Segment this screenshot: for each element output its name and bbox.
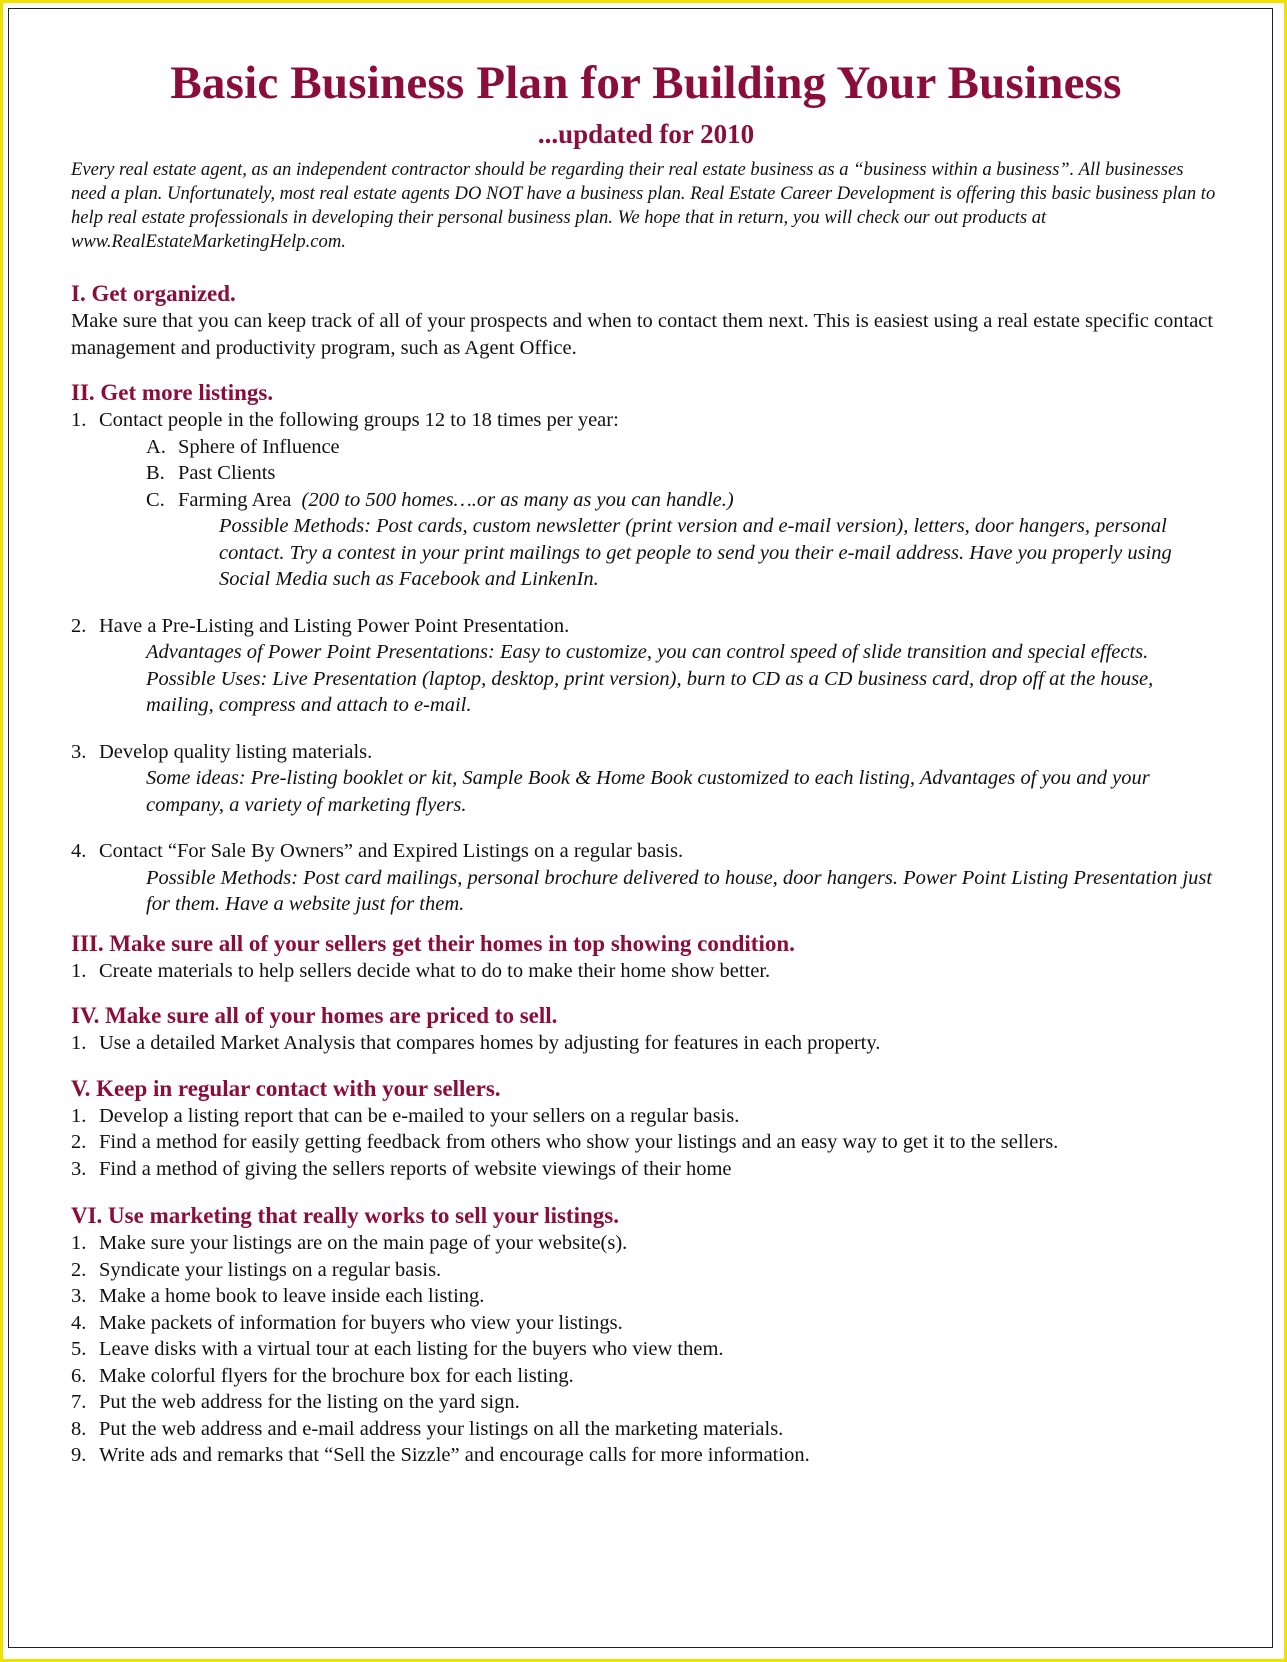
list-item (71, 1103, 1221, 1130)
section-heading: VI. Use marketing that really works to sell your listings. (71, 1203, 619, 1228)
intro-paragraph: Every real estate agent, as an independent contractor should be regarding their real estate business as a “business within a business”. All businesses need a plan. Unfortunately, most real estate agents DO NOT have a business plan. Real Estate Career Development is offering this basic business plan to help real estate professionals in developing their personal business plan. We hope that in return, you will check our out products at www.RealEstateMarketingHelp.com. (71, 159, 1216, 252)
methods-note: Possible Methods: Post card mailings, personal brochure delivered to house, door hangers. Power Point Listing Presentation just for them. Have a website just for them. (146, 866, 1213, 915)
item-text: Make a home book to leave inside each listing. (99, 1285, 485, 1307)
item-text: Contact people in the following groups 12 to 18 times per year: (99, 409, 619, 431)
list-item (71, 838, 1221, 865)
sub-item (71, 434, 1221, 461)
item-number: 5. (71, 1338, 87, 1360)
item-text: Create materials to help sellers decide what to do to make their home show better. (99, 959, 771, 982)
item-number: 4. (71, 1311, 87, 1334)
advantages-note: Advantages of Power Point Presentations: Easy to customize, you can control speed of slide transition and special effects. (146, 641, 1149, 663)
section-heading: II. Get more listings. (71, 380, 274, 405)
item-number: 6. (71, 1364, 87, 1387)
list-item (71, 1257, 1221, 1284)
item-number: 7. (71, 1391, 87, 1413)
section-text: Make sure that you can keep track of all of your prospects and when to contact them next. This is easiest using a real estate specific contact management and productivity program, such as Agent Office. (71, 310, 1214, 359)
item-number: 2. (71, 1131, 87, 1153)
document (71, 48, 1221, 1469)
item-text: Develop a listing report that can be e-mailed to your sellers on a regular basis. (99, 1104, 740, 1127)
item-number: 2. (71, 614, 87, 637)
item-text: Contact “For Sale By Owners” and Expired Listings on a regular basis. (99, 840, 684, 862)
list-item (71, 407, 1221, 434)
list-item (71, 1129, 1221, 1156)
list-item (71, 1416, 1221, 1443)
item-number: 9. (71, 1444, 87, 1466)
item-text: Develop quality listing materials. (99, 740, 373, 763)
list-item (71, 958, 1221, 985)
item-number: 3. (71, 1285, 87, 1307)
list-item (71, 1336, 1221, 1363)
sub-item-letter: B. (146, 462, 165, 484)
section-heading: V. Keep in regular contact with your sellers. (71, 1075, 501, 1101)
item-text: Make colorful flyers for the brochure box for each listing. (99, 1364, 574, 1387)
list-item (71, 1230, 1221, 1257)
sub-item-letter: C. (146, 488, 165, 511)
item-number: 8. (71, 1417, 87, 1440)
list-item (71, 613, 1221, 640)
item-text: Have a Pre-Listing and Listing Power Point Presentation. (99, 614, 570, 637)
sub-item (71, 460, 1221, 487)
item-text: Write ads and remarks that “Sell the Sizzle” and encourage calls for more information. (99, 1444, 810, 1466)
item-number: 3. (71, 1157, 87, 1180)
sub-item (71, 487, 1221, 514)
list-item (71, 1283, 1221, 1310)
list-item (71, 1310, 1221, 1337)
item-text: Put the web address and e-mail address your listings on all the marketing materials. (99, 1417, 784, 1440)
list-item (71, 1363, 1221, 1390)
item-text: Leave disks with a virtual tour at each listing for the buyers who view them. (99, 1338, 724, 1360)
sub-item-note: (200 to 500 homes….or as many as you can handle.) (301, 488, 734, 511)
item-number: 1. (71, 1032, 87, 1054)
item-text: Make packets of information for buyers who view your listings. (99, 1311, 623, 1334)
item-number: 4. (71, 840, 87, 862)
page-subtitle: ...updated for 2010 (537, 119, 755, 149)
page-title: Basic Business Plan for Building Your Business (170, 57, 1122, 109)
list-item (71, 739, 1221, 766)
item-number: 1. (71, 959, 87, 982)
item-number: 1. (71, 409, 87, 431)
item-text: Use a detailed Market Analysis that compares homes by adjusting for features in each property. (99, 1032, 881, 1054)
sub-item-label: Farming Area (178, 488, 292, 511)
section-heading: IV. Make sure all of your homes are priced to sell. (71, 1003, 558, 1028)
section-heading: I. Get organized. (71, 281, 236, 306)
item-number: 1. (71, 1232, 87, 1254)
item-text: Make sure your listings are on the main page of your website(s). (99, 1232, 628, 1254)
item-text: Syndicate your listings on a regular basis. (99, 1258, 442, 1281)
sub-item-text: Sphere of Influence (178, 435, 340, 458)
ideas-note: Some ideas: Pre-listing booklet or kit, Sample Book & Home Book customized to each listing, Advantages of you and your company, a variety of marketing flyers. (146, 767, 1150, 816)
sub-item-text: Past Clients (178, 462, 276, 484)
item-text: Find a method of giving the sellers reports of website viewings of their home (99, 1157, 732, 1180)
item-number: 3. (71, 740, 87, 763)
sub-item-text (178, 487, 734, 514)
section-heading: III. Make sure all of your sellers get their homes in top showing condition. (71, 930, 795, 956)
uses-note: Possible Uses: Live Presentation (laptop, desktop, print version), burn to CD as a CD business card, drop off at the house, mailing, compress and attach to e-mail. (146, 667, 1154, 716)
list-item (71, 1389, 1221, 1416)
list-item (71, 1442, 1221, 1469)
list-item (71, 1030, 1221, 1057)
item-text: Find a method for easily getting feedback from others who show your listings and an easy way to get it to the sellers. (99, 1131, 1059, 1153)
list-item (71, 1156, 1221, 1183)
methods-note: Possible Methods: Post cards, custom newsletter (print version and e-mail version), letters, door hangers, personal contact. Try a contest in your print mailings to get people to send you their e-mail address. Have you properly using Social Media such as Facebook and LinkenIn. (219, 515, 1172, 590)
item-number: 2. (71, 1258, 87, 1281)
sub-item-letter: A. (146, 435, 166, 458)
item-text: Put the web address for the listing on the yard sign. (99, 1391, 520, 1413)
item-number: 1. (71, 1104, 87, 1127)
